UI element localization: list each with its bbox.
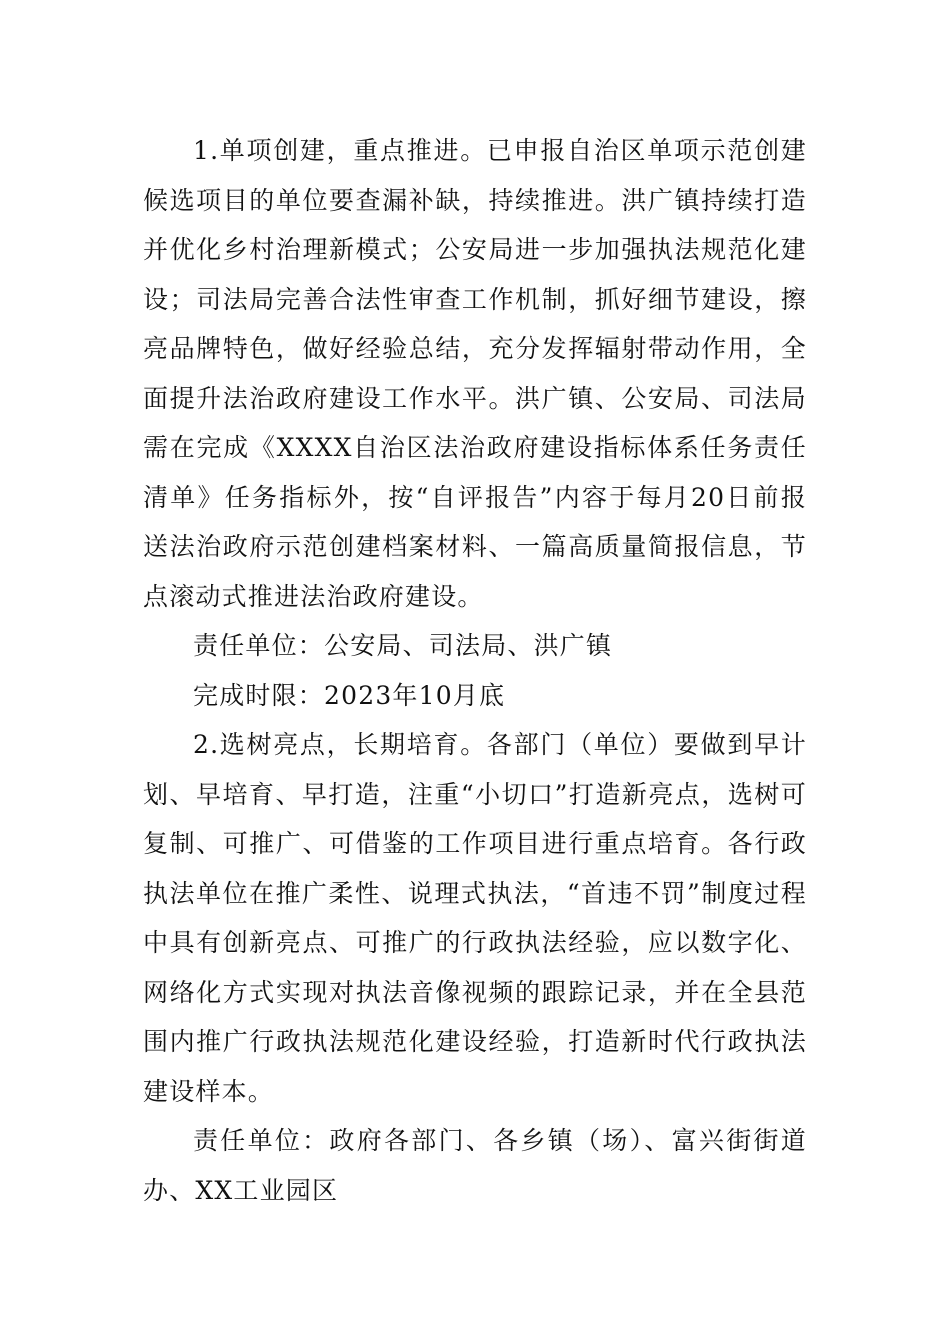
paragraph-item2-highlights: 2.选树亮点，长期培育。各部门（单位）要做到早计划、早培育、早打造，注重“小切口”打造新亮点，选树可复制、可推广、可借鉴的工作项目进行重点培育。各行政执法单位在推广柔性、说理式执法，“首违不罚”制度过程中具有创新亮点、可推广的行政执法经验，应以数字化、网络化方式实现对执法音像视频的跟踪记录，并在全县范围内推广行政执法规范化建设经验，打造新时代行政执法建设样本。 bbox=[143, 730, 807, 1106]
paragraph-item1-single-project: 1.单项创建，重点推进。已申报自治区单项示范创建候选项目的单位要查漏补缺，持续推进。洪广镇持续打造并优化乡村治理新模式；公安局进一步加强执法规范化建设；司法局完善合法性审查工作机制，抓好细节建设，擦亮品牌特色，做好经验总结，充分发挥辐射带动作用，全面提升法治政府建设工作水平。洪广镇、公安局、司法局需在完成《XXXX自治区法治政府建设指标体系任务责任清单》任务指标外，按“自评报告”内容于每月20日前报送法治政府示范创建档案材料、一篇高质量简报信息，节点滚动式推进法治政府建设。 bbox=[143, 136, 807, 611]
paragraph-responsible-units-1: 责任单位：公安局、司法局、洪广镇 bbox=[193, 631, 613, 660]
paragraph-deadline-1: 完成时限：2023年10月底 bbox=[193, 680, 506, 710]
document-body bbox=[143, 126, 807, 1215]
paragraph-responsible-units-2: 责任单位：政府各部门、各乡镇（场）、富兴街街道办、XX工业园区 bbox=[143, 1126, 807, 1205]
